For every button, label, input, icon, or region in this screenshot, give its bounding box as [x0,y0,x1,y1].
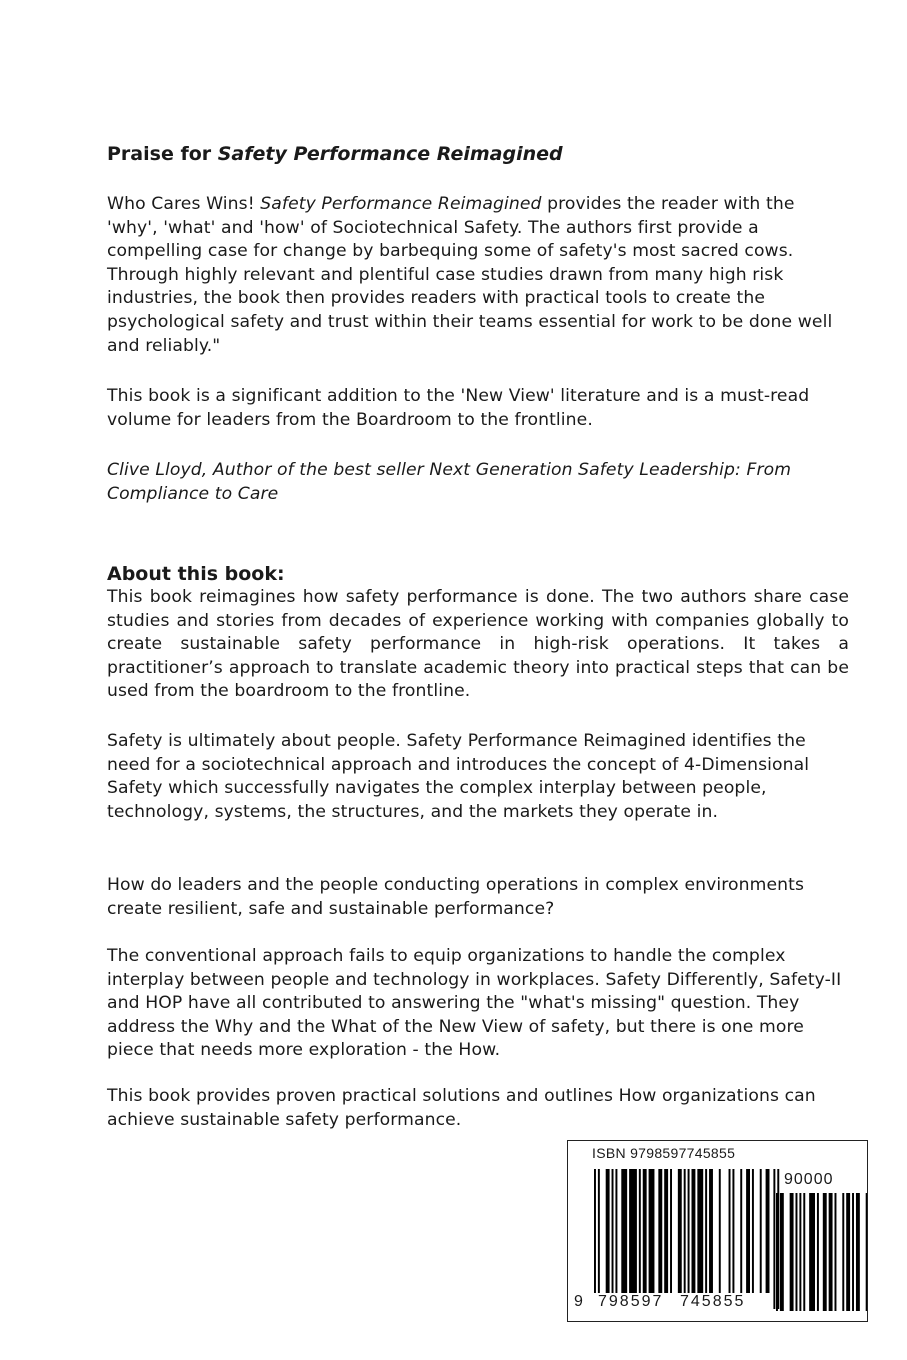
barcode-bar [649,1169,655,1293]
barcode-bar [621,1169,627,1293]
barcode-bar [719,1169,721,1293]
praise-heading [107,140,563,168]
about-paragraph-3: How do leaders and the people conducting operations in complex environments create resilient, safe and sustainable performance? [107,875,805,919]
barcode-digits-left: 798597 [598,1293,664,1310]
about-paragraph-5: This book provides proven practical solutions and outlines How organizations can achieve sustainable safety performance. [107,1086,816,1130]
barcode-digits [574,1293,764,1315]
barcode-bar [732,1169,734,1293]
barcode-bar [746,1169,750,1293]
barcode-bar [752,1169,754,1293]
addon-bar [809,1193,815,1311]
addon-bars [776,1193,867,1311]
barcode-bar [692,1169,696,1293]
barcode-bar [612,1169,614,1293]
praise-quote-paragraph-1 [107,193,849,358]
barcode-bar [740,1169,742,1293]
barcode-bar [709,1169,713,1293]
barcode-bar [594,1169,596,1309]
addon-bar [866,1193,867,1311]
barcode-bar [684,1169,686,1309]
barcode-bar [697,1169,703,1293]
addon-bar [823,1193,827,1311]
addon-bar [852,1193,854,1311]
about-paragraph-2: Safety is ultimately about people. Safety Performance Reimagined identifies the need for a sociotechnical approach and introduces the concept of 4-Dimensional Safety which successfully navigates the complex interplay between people, technology, systems, the structures, and the markets they operate in. [107,731,810,822]
barcode-bar [664,1169,668,1293]
addon-bar [817,1193,819,1311]
addon-bar [796,1193,798,1311]
barcode-bar [729,1169,731,1293]
barcode-bar [598,1169,600,1309]
barcode-bar [773,1169,775,1309]
addon-bar [829,1193,833,1311]
about-paragraph-4: The conventional approach fails to equip organizations to handle the complex interplay between people and technology in workplaces. Safety Differently, Safety-II and HOP have all contributed to answering the "what's missing" question. They address the Why and the What of the New View of safety, but there is one more piece that needs more exploration - the How. [107,946,842,1061]
barcode-bar [639,1169,641,1293]
barcode-bar [606,1169,610,1293]
addon-bar [846,1193,850,1311]
praise-heading-prefix: Praise for [107,143,218,165]
about-heading: About this book: [107,563,285,585]
addon-bar [776,1193,778,1311]
barcode-bar [766,1169,770,1293]
ean-bars [594,1169,779,1309]
barcode-bar [760,1169,762,1293]
barcode-bar [643,1169,647,1293]
addon-bar [780,1193,784,1311]
isbn-label: ISBN 9798597745855 [592,1145,736,1161]
quote-prefix: Who Cares Wins! [107,194,261,214]
barcode-digit-first: 9 [574,1293,585,1310]
praise-attribution: Clive Lloyd, Author of the best seller Next Generation Safety Leadership: From Compliance to Care [107,460,792,504]
addon-bar [799,1193,801,1311]
isbn-barcode [567,1140,868,1322]
barcode-bar [615,1169,617,1293]
quote-body: provides the reader with the 'why', 'what' and 'how' of Sociotechnical Safety. The authors first provide a compelling case for change by barbequing some of safety's most sacred cows. Through highly relevant and plentiful case studies drawn from many high risk industries, the book then provides readers with practical tools to create the psychological safety and trust within their teams essential for work to be done well and reliably." [107,194,833,356]
praise-heading-title: Safety Performance Reimagined [217,143,563,165]
praise-quote-paragraph-2: This book is a significant addition to the 'New View' literature and is a must-read volume for leaders from the Boardroom to the frontline. [107,386,810,430]
barcode-bar [658,1169,662,1293]
barcode-digits-right: 745855 [680,1293,746,1310]
barcode-bar [678,1169,682,1293]
barcode-bar [670,1169,672,1293]
addon-bar [835,1193,837,1311]
price-code: 90000 [784,1171,834,1188]
about-paragraph-1: This book reimagines how safety performance is done. The two authors share case studies and stories from decades of experience working with companies globally to create sustainable safety performance in high-risk operations. It takes a practitioner’s approach to translate academic theory into practical steps that can be used from the boardroom to the frontline. [107,587,849,702]
barcode-bar [629,1169,637,1293]
addon-bar [790,1193,794,1311]
barcode-bar [705,1169,707,1293]
barcode-bar [688,1169,690,1309]
addon-bar [803,1193,805,1311]
quote-book-title: Safety Performance Reimagined [260,194,542,214]
addon-bar [856,1193,860,1311]
addon-bar [842,1193,844,1311]
